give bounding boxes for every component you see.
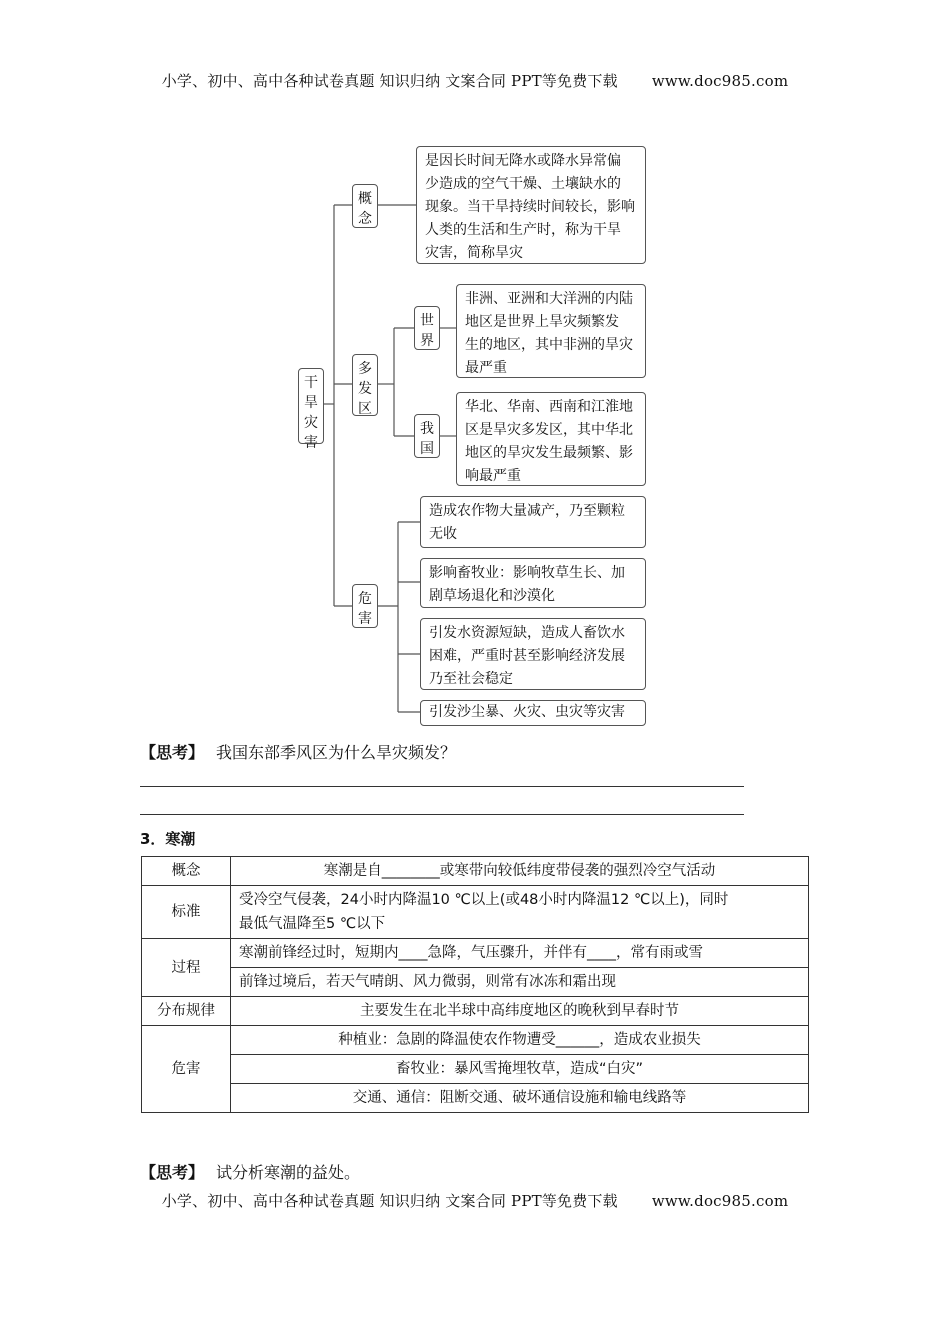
mindmap-area-label: 多 发 区	[352, 354, 378, 416]
footer-text: 小学、初中、高中各种试卷真题 知识归纳 文案合同 PPT等免费下载	[161, 1192, 618, 1210]
row-key: 概念	[142, 857, 231, 886]
row-value: 受冷空气侵袭，24小时内降温10 ℃以上(或48小时内降温12 ℃以上)，同时 最低气温降至5 ℃以下	[231, 886, 809, 939]
mindmap-harm-label: 危 害	[352, 584, 378, 628]
footer-url[interactable]: www.doc985.com	[651, 1192, 789, 1210]
mindmap-world-box: 非洲、亚洲和大洋洲的内陆 地区是世界上旱灾频繁发 生的地区，其中非洲的旱灾 最严重	[456, 284, 646, 378]
table-row	[142, 997, 809, 1026]
mindmap-concept-label: 概 念	[352, 184, 378, 228]
mindmap-root: 干 旱 灾 害	[298, 368, 324, 444]
row-key: 过程	[142, 939, 231, 997]
row-value: 交通、通信：阻断交通、破坏通信设施和输电线路等	[231, 1084, 809, 1113]
row-value: 畜牧业：暴风雪掩埋牧草，造成“白灾”	[231, 1055, 809, 1084]
cold-wave-table	[141, 856, 809, 1113]
page-footer	[0, 1190, 950, 1211]
think-question-1	[140, 740, 456, 763]
answer-line[interactable]	[140, 786, 744, 787]
header-text: 小学、初中、高中各种试卷真题 知识归纳 文案合同 PPT等免费下载	[161, 72, 618, 90]
table-row	[142, 1026, 809, 1055]
think-question-text: 我国东部季风区为什么旱灾频发？	[216, 743, 457, 762]
table-row	[142, 857, 809, 886]
row-key: 危害	[142, 1026, 231, 1113]
row-value: 种植业：急剧的降温使农作物遭受______，造成农业损失	[231, 1026, 809, 1055]
section-title: 3．寒潮	[140, 830, 196, 848]
think-tag: 【思考】	[140, 1163, 205, 1182]
mindmap-china-box: 华北、华南、西南和江淮地 区是旱灾多发区，其中华北 地区的旱灾发生最频繁、影 响最严重	[456, 392, 646, 486]
row-value: 前锋过境后，若天气晴朗、风力微弱，则常有冰冻和霜出现	[231, 968, 809, 997]
mindmap-harm-item: 引发沙尘暴、火灾、虫灾等灾害	[420, 700, 646, 726]
row-value: 寒潮是自________或寒带向较低纬度带侵袭的强烈冷空气活动	[231, 857, 809, 886]
row-key: 标准	[142, 886, 231, 939]
mindmap-harm-item: 造成农作物大量减产，乃至颗粒 无收	[420, 496, 646, 548]
answer-line[interactable]	[140, 814, 744, 815]
think-tag: 【思考】	[140, 743, 205, 762]
table-row	[142, 886, 809, 939]
mindmap-china-label: 我 国	[414, 414, 440, 458]
table-row	[142, 1055, 809, 1084]
mindmap-harm-item: 影响畜牧业：影响牧草生长、加 剧草场退化和沙漠化	[420, 558, 646, 608]
table-row	[142, 968, 809, 997]
row-key: 分布规律	[142, 997, 231, 1026]
row-value: 主要发生在北半球中高纬度地区的晚秋到早春时节	[231, 997, 809, 1026]
row-value: 寒潮前锋经过时，短期内____急降，气压骤升，并伴有____，常有雨或雪	[231, 939, 809, 968]
table-row	[142, 939, 809, 968]
mindmap-concept-box: 是因长时间无降水或降水异常偏 少造成的空气干燥、土壤缺水的 现象。当干旱持续时间较长，影响 人类的生活和生产时，称为干旱 灾害，简称旱灾	[416, 146, 646, 264]
header-url[interactable]: www.doc985.com	[651, 72, 789, 90]
table-row	[142, 1084, 809, 1113]
mindmap-world-label: 世 界	[414, 306, 440, 350]
think-question-text: 试分析寒潮的益处。	[216, 1163, 361, 1182]
think-question-2	[140, 1160, 360, 1183]
mindmap-harm-item: 引发水资源短缺，造成人畜饮水 困难，严重时甚至影响经济发展 乃至社会稳定	[420, 618, 646, 690]
